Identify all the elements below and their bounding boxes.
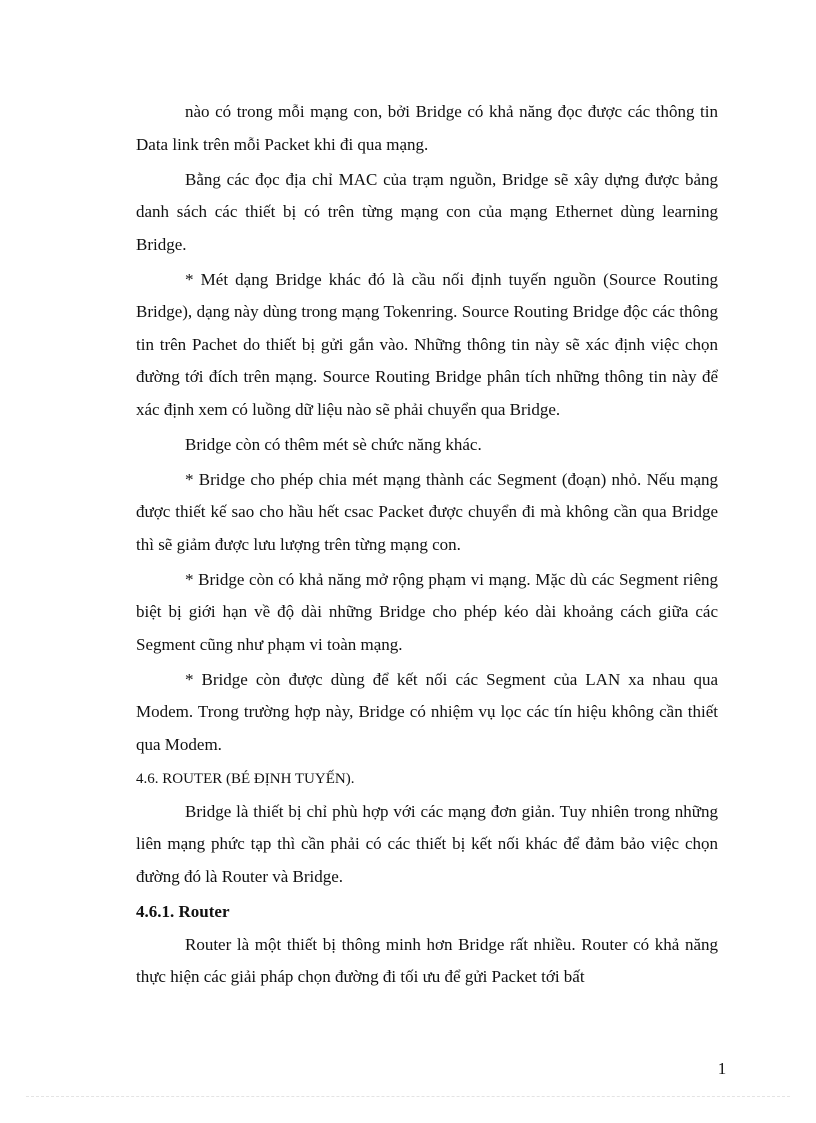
subsection-paragraph: Router là một thiết bị thông minh hơn Bridge rất nhiều. Router có khả năng thực hiện các giải pháp chọn đường đi tối ưu để gửi Packet tới bất bbox=[136, 934, 718, 986]
body-paragraph-2: Bằng các đọc địa chỉ MAC của trạm nguồn, Bridge sẽ xây dựng được bảng danh sách các thiết bị có trên từng mạng con của mạng Ethernet dùng learning Bridge. bbox=[136, 169, 718, 254]
section-paragraph: Bridge là thiết bị chỉ phù hợp với các mạng đơn giản. Tuy nhiên trong những liên mạng phức tạp thì cần phải có các thiết bị kết nối khác để đảm bảo việc chọn đường đó là Router và Bridge. bbox=[136, 801, 718, 886]
section-heading: 4.6. ROUTER (BÉ ĐỊNH TUYẾN). bbox=[136, 770, 355, 787]
body-paragraph-3: * Mét dạng Bridge khác đó là cầu nối định tuyến nguồn (Source Routing Bridge), dạng này dùng trong mạng Tokenring. Source Routing Bridge độc các thông tin trên Pachet do thiết bị gửi gắn vào. Những thông tin này sẽ xác định việc chọn đường tới đích trên mạng. Source Routing Bridge phân tích những thông tin này để xác định xem có luồng dữ liệu nào sẽ phải chuyển qua Bridge. bbox=[136, 269, 718, 419]
body-paragraph-4: Bridge còn có thêm mét sè chức năng khác. bbox=[185, 434, 482, 454]
body-paragraph-5: * Bridge cho phép chia mét mạng thành các Segment (đoạn) nhỏ. Nếu mạng được thiết kế sao cho hầu hết csac Packet được chuyển đi mà không cần qua Bridge thì sẽ giảm được lưu lượng trên từng mạng con. bbox=[136, 469, 718, 554]
body-paragraph-6: * Bridge còn có khả năng mở rộng phạm vi mạng. Mặc dù các Segment riêng biệt bị giới hạn về độ dài những Bridge cho phép kéo dài khoảng cách giữa các Segment cũng như phạm vi toàn mạng. bbox=[136, 569, 718, 654]
document-body bbox=[136, 96, 718, 996]
subsection-heading: 4.6.1. Router bbox=[136, 901, 230, 921]
footer-divider bbox=[26, 1096, 790, 1097]
body-paragraph-1: nào có trong mỗi mạng con, bởi Bridge có khả năng đọc được các thông tin Data link trên mỗi Packet khi đi qua mạng. bbox=[136, 102, 718, 154]
page-number: 1 bbox=[717, 1059, 727, 1078]
body-paragraph-7: * Bridge còn được dùng để kết nối các Segment của LAN xa nhau qua Modem. Trong trường hợp này, Bridge có nhiệm vụ lọc các tín hiệu không cần thiết qua Modem. bbox=[136, 669, 718, 754]
